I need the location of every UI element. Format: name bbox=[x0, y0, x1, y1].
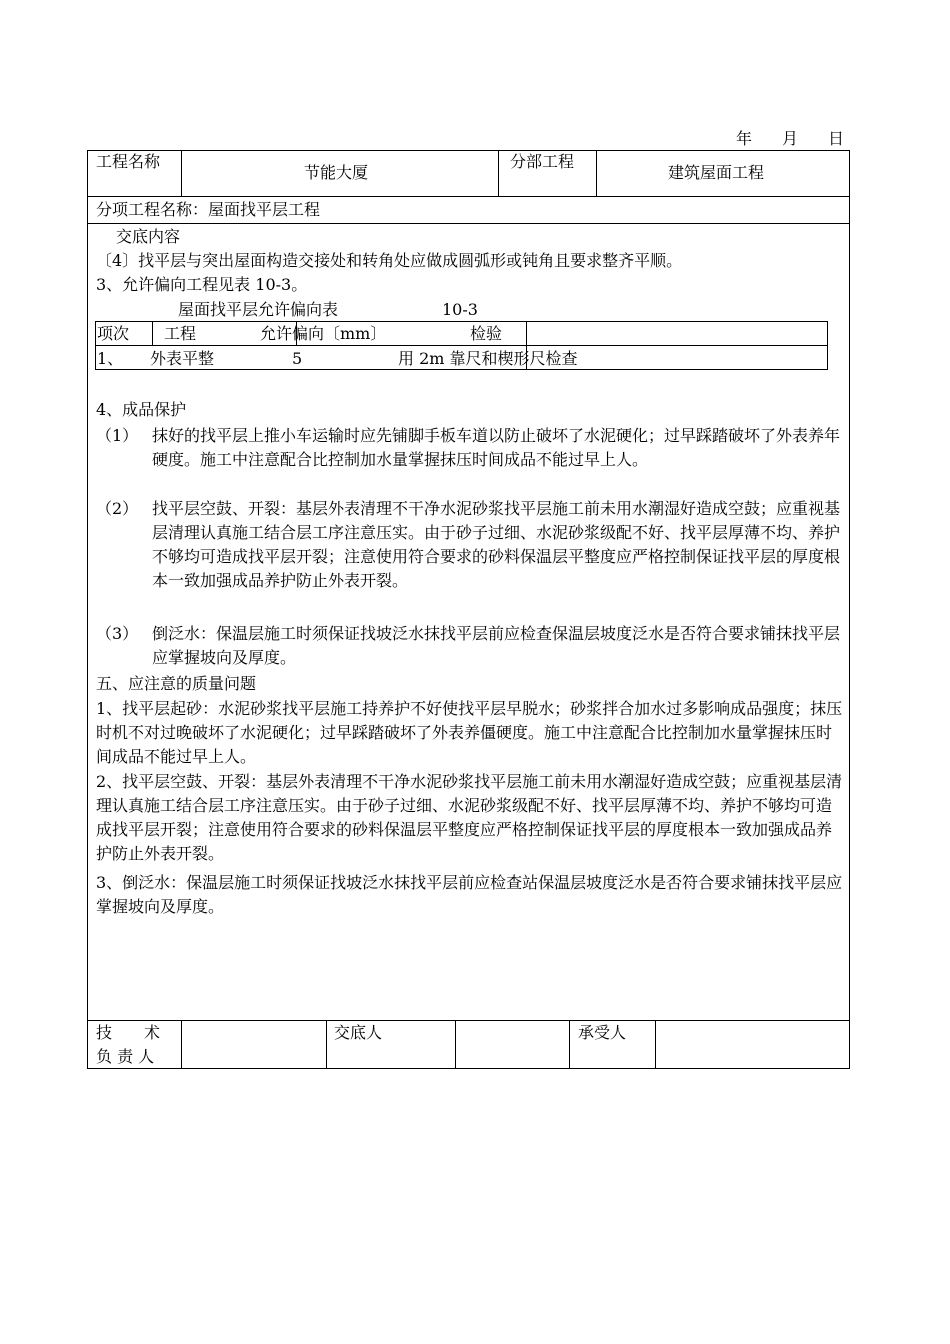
protection-item-2-text: 找平层空鼓、开裂：基层外表清理不干净水泥砂浆找平层施工前未用水潮湿好造成空鼓；应重视基层清理认真施工结合层工序注意压实。由于砂子过细、水泥砂浆级配不好、找平层厚薄不均、养护不够均可造成找平层开裂；注意使用符合要求的砂料保温层平整度应严格控制保证找平层的厚度根本一致加强成品养护防止外表开裂。 bbox=[152, 499, 841, 590]
table-header-inspection: 检验 bbox=[470, 324, 503, 343]
header-col-line-1 bbox=[181, 150, 182, 196]
tolerance-table-row-line bbox=[95, 345, 828, 346]
tolerance-table-col-1 bbox=[152, 321, 153, 345]
subitem-name: 分项工程名称：屋面找平层工程 bbox=[96, 200, 321, 219]
date-day: 日 bbox=[828, 129, 845, 148]
date-year: 年 bbox=[736, 129, 753, 148]
header-divider bbox=[87, 196, 850, 197]
table-header-index: 项次 bbox=[97, 324, 130, 343]
date-month: 月 bbox=[782, 129, 799, 148]
content-heading: 交底内容 bbox=[116, 227, 181, 246]
table-cell-item: 外表平整 bbox=[150, 349, 215, 368]
quality-heading: 五、应注意的质量问题 bbox=[96, 674, 257, 693]
footer-col-line-1 bbox=[181, 1020, 182, 1069]
tech-lead-label-line-1: 技 术 bbox=[96, 1023, 161, 1042]
discloser-label: 交底人 bbox=[334, 1023, 383, 1042]
content-item-3: 3、允许偏向工程见表 10-3。 bbox=[96, 275, 308, 294]
protection-heading: 4、成品保护 bbox=[96, 400, 187, 419]
table-cell-tolerance: 5 bbox=[292, 349, 303, 368]
footer-col-line-4 bbox=[569, 1020, 570, 1069]
receiver-label: 承受人 bbox=[578, 1023, 627, 1042]
division-label: 分部工程 bbox=[510, 152, 575, 171]
tech-lead-label-line-2: 负 责 人 bbox=[96, 1047, 155, 1066]
header-col-line-3 bbox=[596, 150, 597, 196]
table-cell-index: 1、 bbox=[97, 349, 124, 368]
protection-item-3-text: 倒泛水：保温层施工时须保证找坡泛水抹找平层前应检查保温层坡度泛水是否符合要求铺抹找平层应掌握坡向及厚度。 bbox=[152, 624, 841, 667]
protection-item-2-number: （2） bbox=[96, 499, 139, 518]
table-header-item: 工程 bbox=[164, 324, 197, 343]
footer-divider bbox=[87, 1020, 850, 1021]
footer-col-line-3 bbox=[455, 1020, 456, 1069]
protection-item-1-text: 抹好的找平层上推小车运输时应先铺脚手板车道以防止破坏了水泥硬化；过早踩踏破坏了外表养年硬度。施工中注意配合比控制加水量掌握抹压时间成品不能过早上人。 bbox=[152, 426, 841, 469]
division-value: 建筑屋面工程 bbox=[668, 163, 765, 182]
tolerance-table-title: 屋面找平层允许偏向表 bbox=[178, 300, 339, 319]
project-name-label: 工程名称 bbox=[96, 152, 161, 171]
header-col-line-2 bbox=[498, 150, 499, 196]
table-cell-inspection: 用 2m 靠尺和楔形尺检查 bbox=[398, 349, 578, 368]
project-name-value: 节能大厦 bbox=[304, 163, 369, 182]
subitem-divider bbox=[87, 223, 850, 224]
protection-item-1-number: （1） bbox=[96, 426, 139, 445]
tolerance-table-number: 10-3 bbox=[442, 300, 478, 319]
quality-item-1: 1、找平层起砂：水泥砂浆找平层施工持养护不好使找平层早脱水；砂浆拌合加水过多影响成品强度；抹压时机不对过晚破坏了水泥硬化；过早踩踏破坏了外表养僵硬度。施工中注意配合比控制加水量掌握抹压时间成品不能过早上人。 bbox=[96, 699, 843, 766]
table-header-tolerance: 允许偏向〔mm〕 bbox=[260, 324, 387, 343]
protection-item-3-number: （3） bbox=[96, 624, 139, 643]
quality-item-3: 3、倒泛水：保温层施工时须保证找坡泛水抹找平层前应检查站保温层坡度泛水是否符合要求铺抹找平层应掌握坡向及厚度。 bbox=[96, 873, 843, 916]
content-item-4: 〔4〕找平层与突出屋面构造交接处和转角处应做成圆弧形或钝角且要求整齐平顺。 bbox=[96, 251, 683, 270]
quality-item-2: 2、找平层空鼓、开裂：基层外表清理不干净水泥砂浆找平层施工前未用水潮湿好造成空鼓；应重视基层清理认真施工结合层工序注意压实。由于砂子过细、水泥砂浆级配不好、找平层厚薄不均、养护不够均可造成找平层开裂；注意使用符合要求的砂料保温层平整度应严格控制保证找平层的厚度根本一致加强成品养护防止外表开裂。 bbox=[96, 772, 843, 863]
footer-col-line-5 bbox=[655, 1020, 656, 1069]
footer-col-line-2 bbox=[326, 1020, 327, 1069]
